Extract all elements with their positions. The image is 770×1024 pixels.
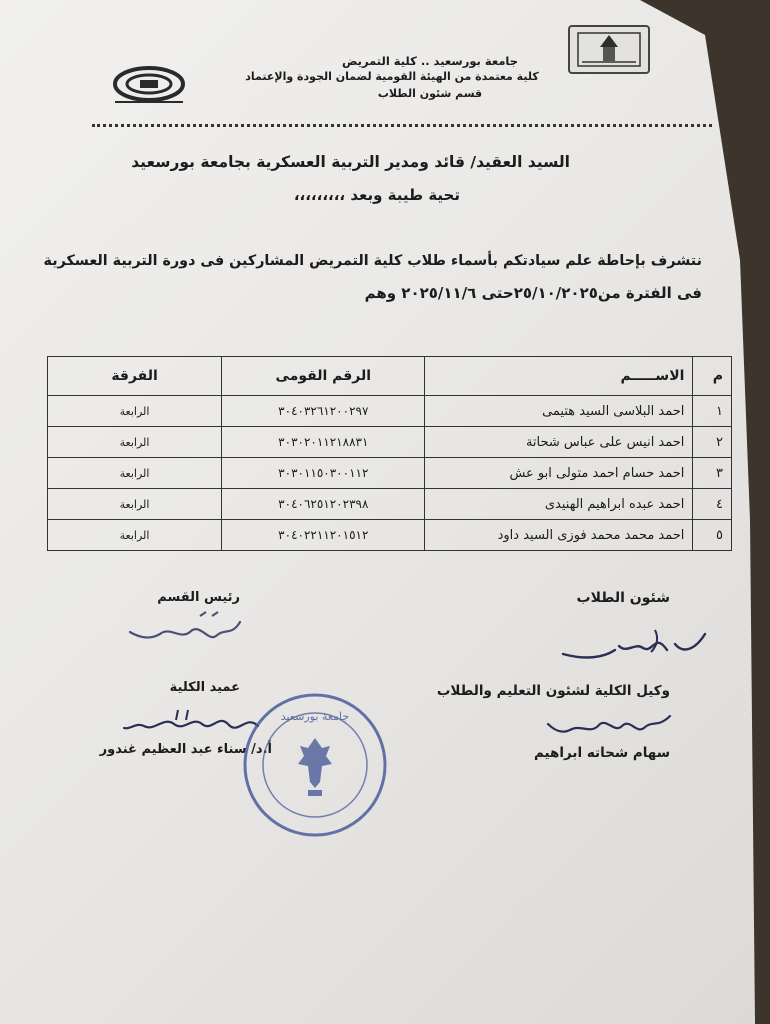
quality-logo-icon <box>110 62 188 106</box>
greeting: تحية طيبة وبعد ،،،،،،،،، <box>293 186 460 204</box>
student-year: الرابعة <box>48 520 222 551</box>
row-number: ٤ <box>693 489 732 520</box>
student-year: الرابعة <box>48 427 222 458</box>
header-line-2: كلية معتمدة من الهيئة القومية لضمان الجودة والإعتماد <box>245 70 539 83</box>
header-name: الاســـــم <box>425 357 693 396</box>
student-name: احمد انيس على عباس شحاتة <box>425 427 693 458</box>
stamp-text: جامعة بورسعيد <box>280 710 350 723</box>
header-m: م <box>693 357 732 396</box>
student-year: الرابعة <box>48 489 222 520</box>
student-name: احمد عبده ابراهيم الهنيدى <box>425 489 693 520</box>
student-name: احمد محمد محمد فوزى السيد داود <box>425 520 693 551</box>
table-row <box>48 396 732 427</box>
university-logo-icon <box>570 27 648 72</box>
dept-head-title: رئيس القسم <box>157 590 240 605</box>
header-year: الفرقة <box>48 357 222 396</box>
header-line-1: جامعة بورسعيد .. كلية التمريض <box>341 54 519 68</box>
student-name: احمد حسام احمد متولى ابو عش <box>425 458 693 489</box>
table-row <box>48 489 732 520</box>
student-name: احمد البلاسى السيد هتيمى <box>425 396 693 427</box>
table-header-row <box>48 357 732 396</box>
dean-name: أ.د/ سناء عبد العظيم غندور <box>99 742 272 757</box>
student-affairs-title: شئون الطلاب <box>576 590 670 606</box>
students-table <box>47 356 732 551</box>
header-national-id: الرقم القومى <box>222 357 425 396</box>
header-line-3: قسم شئون الطلاب <box>377 87 483 100</box>
vice-dean-title: وكيل الكلية لشئون التعليم والطلاب <box>436 683 670 699</box>
national-id: ٣٠٣٠١١٥٠٣٠٠١١٢ <box>222 458 425 489</box>
official-stamp <box>240 690 390 840</box>
vice-dean-signature <box>540 706 680 740</box>
dean-title: عميد الكلية <box>169 680 240 695</box>
national-id: ٣٠٤٠٣٢٦١٢٠٠٢٩٧ <box>222 396 425 427</box>
body-line-2: فى الفترة من٢٥/١٠/٢٠٢٥حتى ٢٠٢٥/١١/٦ وهم <box>364 284 702 302</box>
student-year: الرابعة <box>48 396 222 427</box>
table-row <box>48 458 732 489</box>
student-year: الرابعة <box>48 458 222 489</box>
addressee: السيد العقيد/ قائد ومدير التربية العسكرية بجامعة بورسعيد <box>131 153 570 171</box>
national-id: ٣٠٤٠٦٢٥١٢٠٢٣٩٨ <box>222 489 425 520</box>
header-separator <box>92 124 712 127</box>
university-logo <box>568 25 650 74</box>
body-line-1: نتشرف بإحاطة علم سيادتكم بأسماء طلاب كلية التمريض المشاركين فى دورة التربية العسكرية <box>43 253 702 269</box>
table-row <box>48 427 732 458</box>
student-affairs-signature <box>555 620 715 665</box>
national-id: ٣٠٤٠٢٢١١٢٠١٥١٢ <box>222 520 425 551</box>
dept-head-signature <box>120 610 250 648</box>
row-number: ٢ <box>693 427 732 458</box>
row-number: ٣ <box>693 458 732 489</box>
row-number: ٥ <box>693 520 732 551</box>
table-row <box>48 520 732 551</box>
row-number: ١ <box>693 396 732 427</box>
vice-dean-name: سهام شحاته ابراهيم <box>533 745 670 761</box>
quality-logo <box>110 62 188 106</box>
national-id: ٣٠٣٠٢٠١١٢١٨٨٣١ <box>222 427 425 458</box>
